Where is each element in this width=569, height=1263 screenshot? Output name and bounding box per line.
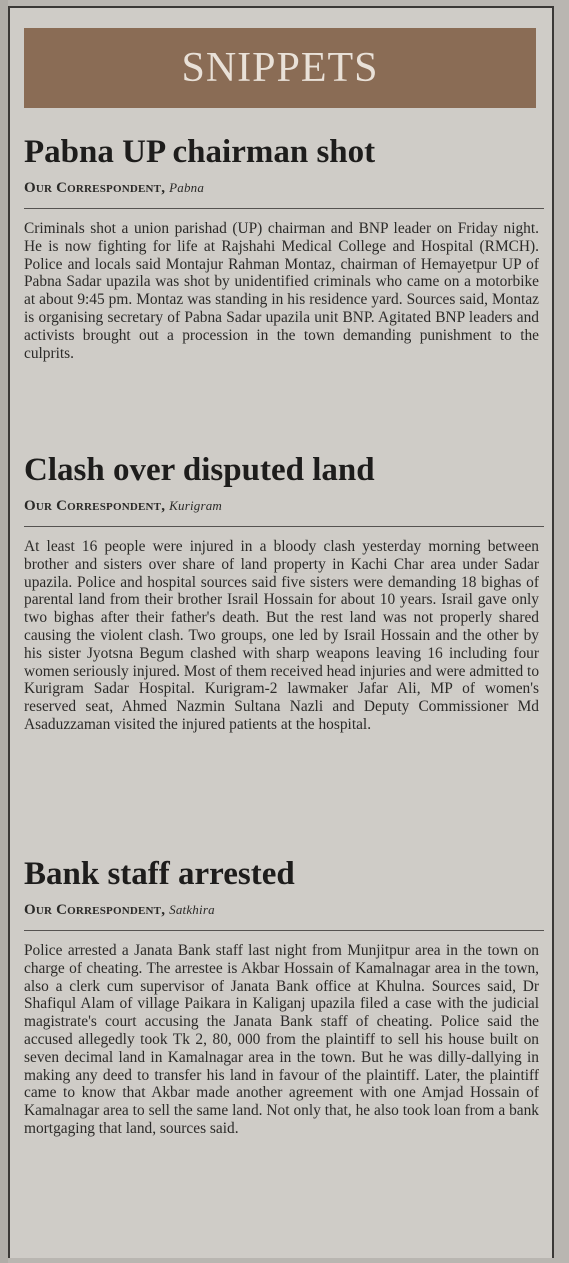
section-title: SNIPPETS	[181, 45, 379, 91]
byline-label: Our Correspondent	[24, 902, 162, 918]
article-byline: Our Correspondent, Satkhira	[24, 902, 215, 918]
divider-rule	[24, 930, 544, 931]
snippets-column	[8, 6, 554, 1258]
article-byline: Our Correspondent, Kurigram	[24, 498, 223, 514]
article-body: Police arrested a Janata Bank staff last night from Munjitpur area in the town on charge of cheating. The arrestee is Akbar Hossain of Kamalnagar area in the town, also a clerk cum supervisor of Janata Bank office at Khulna. Sources said, Dr Shafiqul Alam of village Paikara in Kaliganj upazila filed a case with the judicial magistrate's court accusing the Janata Bank staff of cheating. Police said the accused allegedly took Tk 2, 80, 000 from the plaintiff to sell his house built on seven decimal land in Kamalnagar area in the town. But he was dilly-dallying in making any deed to transfer his land in favour of the plaintiff. Later, the plaintiff came to know that Akbar made another agreement with one Amjad Hossain of Kamalnagar area to sell the same land. Not only that, he also took loan from a bank mortgaging that land, sources said.	[24, 942, 539, 1137]
article-headline: Clash over disputed land	[24, 452, 375, 488]
article-byline: Our Correspondent, Pabna	[24, 180, 205, 196]
divider-rule	[24, 526, 544, 527]
adjacent-column-edge	[0, 0, 8, 1263]
byline-label: Our Correspondent	[24, 498, 162, 514]
byline-place: Pabna	[169, 180, 205, 195]
byline-place: Satkhira	[169, 902, 215, 917]
byline-place: Kurigram	[169, 498, 223, 513]
divider-rule	[24, 208, 544, 209]
article-body: At least 16 people were injured in a bloody clash yesterday morning between brother and sisters over share of land property in Kachi Char area under Sadar upazila. Police and hospital sources said five sisters were demanding 18 bighas of parental land from their brother Israil Hossain for about 10 years. Israil gave only two bighas after their father's death. But the rest land was not properly shared causing the violent clash. Two groups, one led by Israil Hossain and the other by his sister Jyotsna Begum clashed with sharp weapons leaving 16 including four women seriously injured. Most of them received head injuries and were admitted to Kurigram Sadar Hospital. Kurigram-2 lawmaker Jafar Ali, MP of women's reserved seat, Ahmed Nazmin Sultana Nazli and Deputy Commissioner Md Asaduzzaman visited the injured patients at the hospital.	[24, 538, 540, 733]
byline-label: Our Correspondent	[24, 180, 162, 196]
article-headline: Bank staff arrested	[24, 856, 295, 892]
section-banner	[24, 28, 536, 108]
article-headline: Pabna UP chairman shot	[24, 134, 376, 170]
article-body: Criminals shot a union parishad (UP) chairman and BNP leader on Friday night. He is now fighting for life at Rajshahi Medical College and Hospital (RMCH). Police and locals said Montajur Rahman Montaz, chairman of Hemayetpur UP of Pabna Sadar upazila was shot by unidentified criminals who came on a motorbike at about 9:45 pm. Montaz was standing in his residence yard. Sources said, Montaz is organising secretary of Pabna Sadar upazila unit BNP. Agitated BNP leaders and activists brought out a procession in the town demanding punishment to the culprits.	[24, 220, 539, 362]
